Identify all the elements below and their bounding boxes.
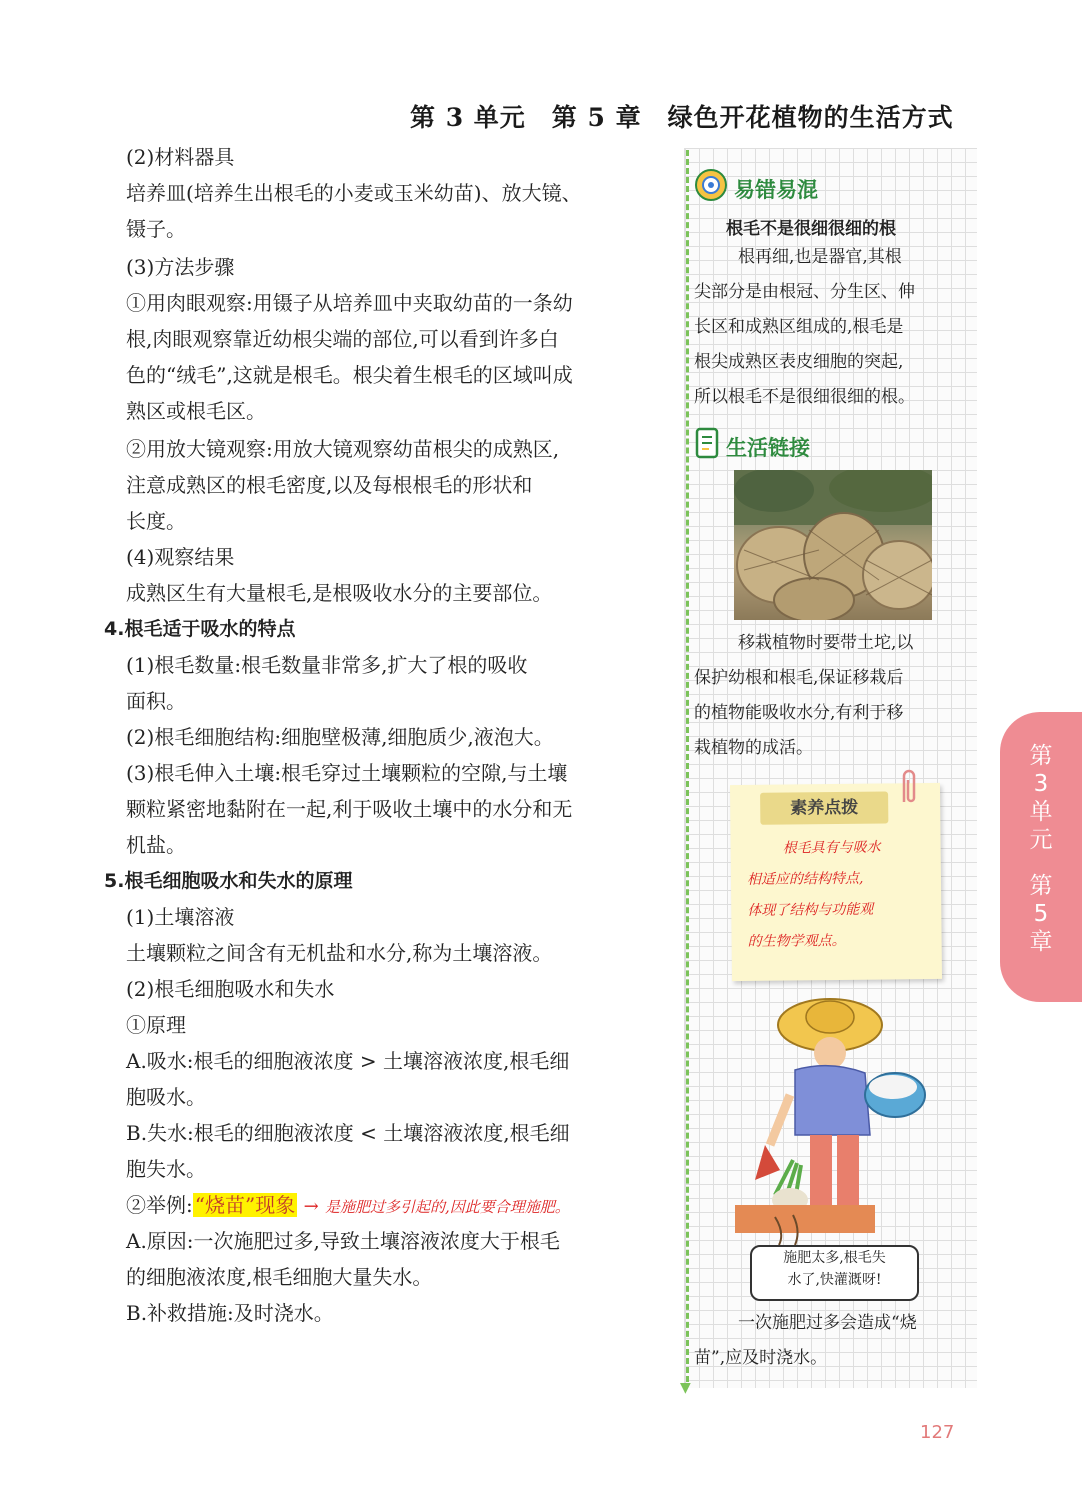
- tab-char: 第: [1029, 873, 1053, 899]
- text-line: ②用放大镜观察:用放大镜观察幼苗根尖的成熟区,: [126, 437, 560, 461]
- arrow-down-icon: ▼: [680, 1380, 691, 1396]
- chapter-tab: [1000, 712, 1082, 1002]
- text-line: 熟区或根毛区。: [126, 399, 266, 423]
- tab-char: 元: [1029, 827, 1053, 853]
- mistake-title: 易错易混: [734, 178, 818, 202]
- side-line: 栽植物的成活。: [694, 738, 813, 758]
- text-line: 的细胞液浓度,根毛细胞大量失水。: [126, 1265, 433, 1289]
- tab-char: 3: [1033, 771, 1049, 797]
- example-label: ②举例:: [126, 1193, 193, 1217]
- text-line: 培养皿(培养生出根毛的小麦或玉米幼苗)、放大镜、: [126, 181, 582, 205]
- note-title: 素养点拨: [760, 791, 888, 824]
- side-line: 根再细,也是器官,其根: [738, 247, 902, 267]
- page-header: 第 3 单元 第 5 章 绿色开花植物的生活方式: [410, 103, 954, 132]
- note-line: 相适应的结构特点,: [746, 870, 864, 888]
- text-line: 根,肉眼观察靠近幼根尖端的部位,可以看到许多白: [126, 327, 559, 351]
- side-line: 移栽植物时要带土坨,以: [738, 633, 914, 653]
- tab-char: 5: [1033, 901, 1049, 927]
- text-line: (1)根毛数量:根毛数量非常多,扩大了根的吸收: [126, 653, 528, 677]
- paperclip-icon: [896, 768, 920, 808]
- text-line: 成熟区生有大量根毛,是根吸收水分的主要部位。: [126, 581, 553, 605]
- text-line: 颗粒紧密地黏附在一起,利于吸收土壤中的水分和无: [126, 797, 573, 821]
- text-line: (2)根毛细胞吸水和失水: [126, 977, 335, 1001]
- page-number: 127: [920, 1422, 955, 1443]
- side-line: 尖部分是由根冠、分生区、伸: [694, 282, 915, 302]
- text-line: 面积。: [126, 689, 186, 713]
- text-line: 机盐。: [126, 833, 186, 857]
- text-line: ①原理: [126, 1013, 186, 1037]
- example-line: [126, 1190, 570, 1222]
- text-line: 色的“绒毛”,这就是根毛。根尖着生根毛的区域叫成: [126, 363, 573, 387]
- tab-char: 章: [1029, 929, 1053, 955]
- life-link-title: 生活链接: [726, 436, 810, 460]
- side-line: 所以根毛不是很细很细的根。: [694, 387, 915, 407]
- text-line: 胞吸水。: [126, 1085, 206, 1109]
- section-heading: 4.根毛适于吸水的特点: [104, 618, 296, 640]
- text-line: (4)观察结果: [126, 545, 235, 569]
- text-line: 土壤颗粒之间含有无机盐和水分,称为土壤溶液。: [126, 941, 553, 965]
- life-link-icon: [694, 426, 722, 460]
- side-line: 根尖成熟区表皮细胞的突起,: [694, 352, 904, 372]
- text-line: (2)材料器具: [126, 145, 235, 169]
- literacy-note: [730, 783, 942, 981]
- text-line: (3)根毛伸入土壤:根毛穿过土壤颗粒的空隙,与土壤: [126, 761, 568, 785]
- text-line: 胞失水。: [126, 1157, 206, 1181]
- farmer-illustration: [735, 995, 935, 1245]
- arrow-right-icon: →: [303, 1196, 319, 1217]
- caption-line: 一次施肥过多会造成“烧: [738, 1313, 917, 1333]
- speech-bubble: [750, 1245, 919, 1301]
- caption-line: 苗”,应及时浇水。: [694, 1348, 828, 1368]
- text-line: 注意成熟区的根毛密度,以及每根根毛的形状和: [126, 473, 533, 497]
- mistake-icon: [694, 168, 728, 202]
- tab-char: 单: [1029, 799, 1053, 825]
- side-line: 长区和成熟区组成的,根毛是: [694, 317, 904, 337]
- tab-char: 第: [1029, 743, 1053, 769]
- section-heading: 5.根毛细胞吸水和失水的原理: [104, 870, 353, 892]
- note-body: [746, 833, 937, 950]
- text-line: A.吸水:根毛的细胞液浓度 > 土壤溶液浓度,根毛细: [126, 1049, 570, 1073]
- text-line: (2)根毛细胞结构:细胞壁极薄,细胞质少,液泡大。: [126, 725, 554, 749]
- note-line: 根毛具有与吸水: [782, 839, 881, 857]
- highlight-term: “烧苗”现象: [194, 1193, 296, 1217]
- bubble-line: 施肥太多,根毛失: [783, 1250, 886, 1266]
- divider-dashed-line: [686, 150, 689, 1382]
- transplant-photo: [734, 470, 932, 620]
- text-line: 镊子。: [126, 217, 186, 241]
- handwritten-note: 是施肥过多引起的,因此要合理施肥。: [325, 1198, 570, 1216]
- text-line: (1)土壤溶液: [126, 905, 235, 929]
- side-line: 保护幼根和根毛,保证移栽后: [694, 668, 904, 688]
- text-line: (3)方法步骤: [126, 255, 235, 279]
- note-line: 的生物学观点。: [747, 932, 846, 950]
- text-line: B.补救措施:及时浇水。: [126, 1301, 334, 1325]
- text-line: A.原因:一次施肥过多,导致土壤溶液浓度大于根毛: [126, 1229, 560, 1253]
- text-line: 长度。: [126, 509, 186, 533]
- text-line: ①用肉眼观察:用镊子从培养皿中夹取幼苗的一条幼: [126, 291, 573, 315]
- mistake-subtitle: 根毛不是很细很细的根: [726, 219, 896, 239]
- bubble-line: 水了,快灌溉呀!: [787, 1272, 882, 1288]
- text-line: B.失水:根毛的细胞液浓度 < 土壤溶液浓度,根毛细: [126, 1121, 570, 1145]
- note-line: 体现了结构与功能观: [747, 901, 874, 919]
- side-line: 的植物能吸收水分,有利于移: [694, 703, 904, 723]
